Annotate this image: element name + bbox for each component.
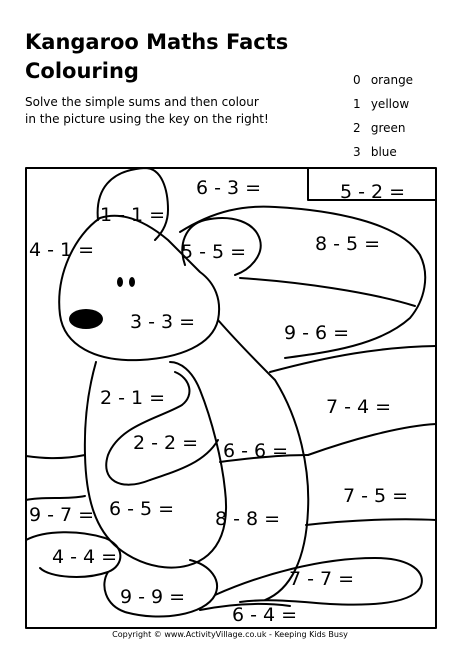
sum-label: 6 - 5 =: [109, 498, 175, 520]
copyright-footer: Copyright © www.ActivityVillage.co.uk - Keeping Kids Busy: [112, 630, 348, 639]
instructions-line-1: Solve the simple sums and then colour: [25, 95, 259, 109]
sum-label: 6 - 3 =: [196, 177, 262, 199]
sum-label: 5 - 2 =: [340, 181, 406, 203]
sum-label: 9 - 7 =: [29, 504, 95, 526]
key-number: 2: [353, 121, 361, 135]
instructions-line-2: in the picture using the key on the right!: [25, 112, 269, 126]
tail-divider-2: [270, 346, 436, 372]
sum-label: 4 - 4 =: [52, 546, 118, 568]
ground-wave-left: [26, 496, 85, 500]
tail-divider-1: [240, 278, 415, 306]
sum-label: 9 - 9 =: [120, 586, 186, 608]
sum-label: 6 - 6 =: [223, 440, 289, 462]
key-number: 0: [353, 73, 361, 87]
title-line-1: Kangaroo Maths Facts: [25, 30, 289, 54]
key-number: 1: [353, 97, 361, 111]
nose-icon: [69, 309, 103, 329]
sum-label: 5 - 5 =: [181, 241, 247, 263]
left-eye-icon: [117, 277, 123, 287]
right-eye-icon: [129, 277, 135, 287]
title-line-2: Colouring: [25, 59, 139, 83]
sum-label: 7 - 5 =: [343, 485, 409, 507]
sum-label: 6 - 4 =: [232, 604, 298, 626]
sum-label: 7 - 7 =: [289, 568, 355, 590]
ground-wave-right-2: [306, 519, 436, 525]
ground-wave-right-1: [308, 424, 436, 455]
key-colour: yellow: [370, 97, 410, 111]
sum-label: 8 - 8 =: [215, 508, 281, 530]
sum-label: 2 - 1 =: [100, 387, 166, 409]
sum-label: 8 - 5 =: [315, 233, 381, 255]
key-colour: orange: [370, 73, 414, 87]
sum-label: 9 - 6 =: [284, 322, 350, 344]
sum-label: 2 - 2 =: [133, 432, 199, 454]
sum-label: 4 - 1 =: [29, 239, 95, 261]
sum-label: 1 - 1 =: [100, 204, 166, 226]
head-outline: [59, 216, 219, 360]
sum-label: 7 - 4 =: [326, 396, 392, 418]
ground-wave-left-2: [26, 455, 85, 458]
key-colour: blue: [370, 145, 397, 159]
sum-label: 3 - 3 =: [130, 311, 196, 333]
key-colour: green: [370, 121, 406, 135]
key-number: 3: [353, 145, 361, 159]
